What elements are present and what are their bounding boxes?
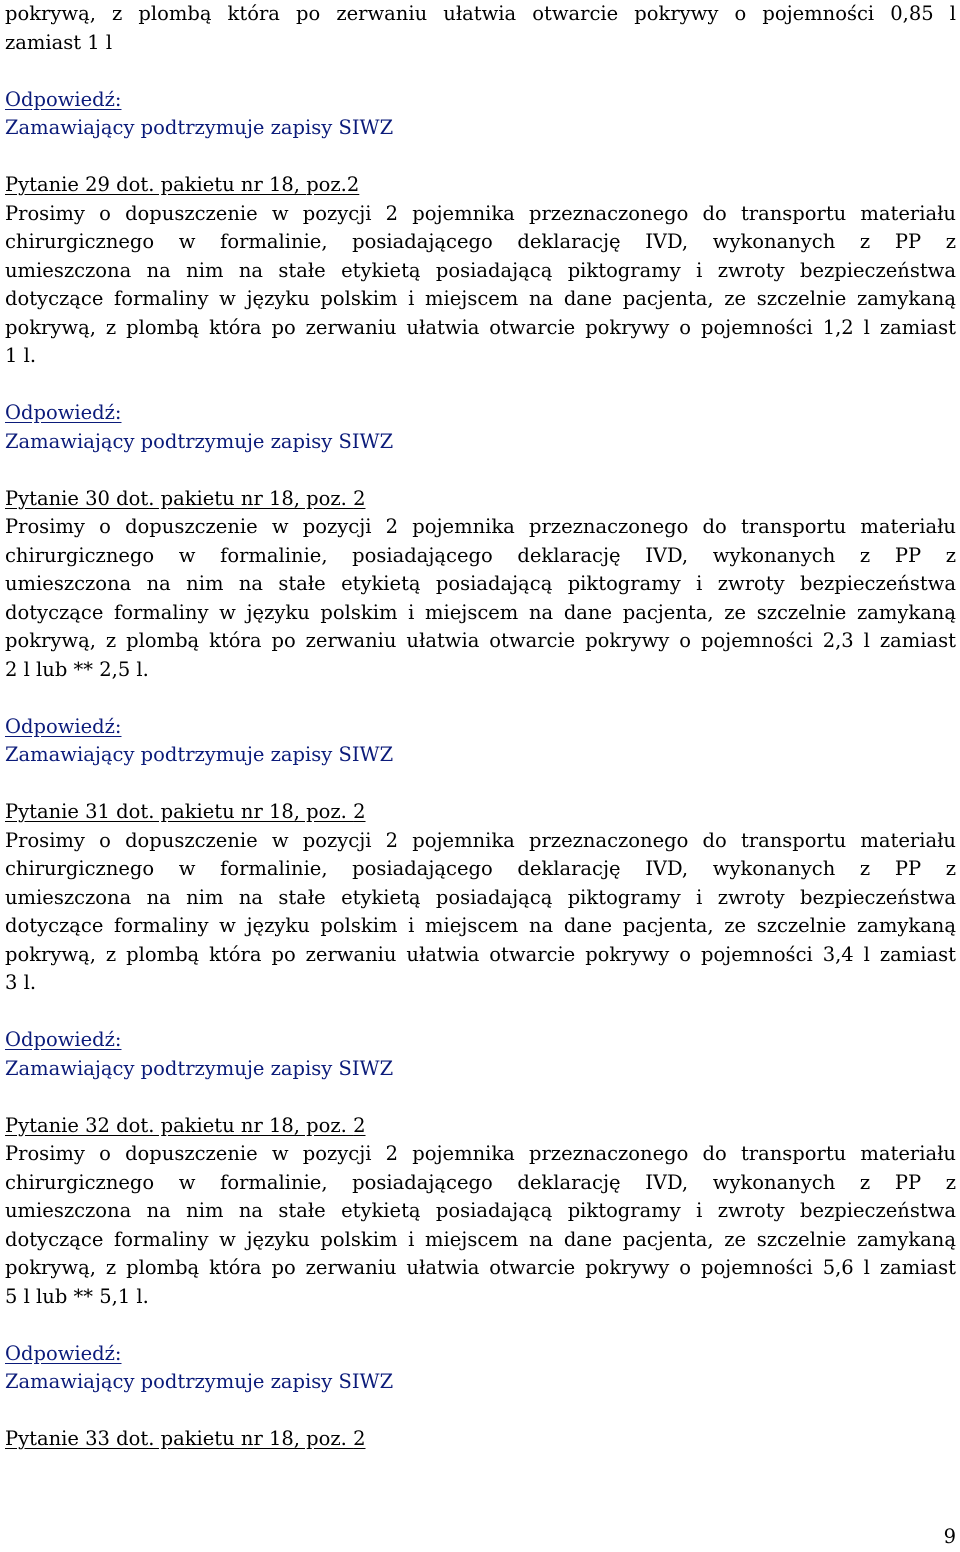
answer-block [5,713,956,770]
question-heading: Pytanie 33 dot. pakietu nr 18, poz. 2 [5,1427,366,1450]
top-fragment [5,0,956,57]
answer-label: Odpowiedź: [5,1028,122,1051]
question-block [5,1112,956,1312]
text-line: dotyczące formaliny w języku polskim i miejscem na dane pacjenta, ze szczelnie zamykaną [5,287,956,310]
text-line: chirurgicznego w formalinie, posiadającego deklarację IVD, wykonanych z PP z [5,857,956,880]
question-block [5,1425,956,1454]
text-line: 1 l. [5,344,37,367]
text-line: zamiast 1 l [5,30,113,54]
answer-text: Zamawiający podtrzymuje zapisy SIWZ [5,429,394,453]
answer-text: Zamawiający podtrzymuje zapisy SIWZ [5,743,394,766]
answer-text: Zamawiający podtrzymuje zapisy SIWZ [5,116,394,139]
answer-text: Zamawiający podtrzymuje zapisy SIWZ [5,1370,394,1393]
answer-label: Odpowiedź: [5,1341,122,1365]
text-line: pokrywą, z plombą która po zerwaniu ułatwia otwarcie pokrywy o pojemności 0,85 l [5,2,956,25]
text-line: Prosimy o dopuszczenie w pozycji 2 pojemnika przeznaczonego do transportu materiału [5,201,956,225]
text-line: 3 l. [5,971,37,994]
text-line: pokrywą, z plombą która po zerwaniu ułatwia otwarcie pokrywy o pojemności 2,3 l zamiast [5,629,956,652]
page-number: 9 [943,1525,956,1548]
answer-block [5,1340,956,1397]
text-line: umieszczona na nim na stałe etykietą posiadającą piktogramy i zwroty bezpieczeństwa [5,885,956,909]
answer-block [5,1026,956,1083]
text-line: umieszczona na nim na stałe etykietą posiadającą piktogramy i zwroty bezpieczeństwa [5,572,956,595]
question-heading: Pytanie 29 dot. pakietu nr 18, poz.2 [5,173,360,196]
answer-label: Odpowiedź: [5,87,122,111]
answer-block [5,399,956,456]
text-line: umieszczona na nim na stałe etykietą posiadającą piktogramy i zwroty bezpieczeństwa [5,1199,956,1222]
text-line: chirurgicznego w formalinie, posiadającego deklarację IVD, wykonanych z PP z [5,1170,956,1194]
question-block [5,171,956,371]
question-block [5,485,956,685]
text-line: Prosimy o dopuszczenie w pozycji 2 pojemnika przeznaczonego do transportu materiału [5,1142,956,1165]
answer-label: Odpowiedź: [5,714,122,738]
answer-text: Zamawiający podtrzymuje zapisy SIWZ [5,1056,394,1080]
text-line: dotyczące formaliny w języku polskim i miejscem na dane pacjenta, ze szczelnie zamykaną [5,914,956,937]
text-line: umieszczona na nim na stałe etykietą posiadającą piktogramy i zwroty bezpieczeństwa [5,258,956,282]
text-line: 2 l lub ** 2,5 l. [5,657,149,681]
text-line: Prosimy o dopuszczenie w pozycji 2 pojemnika przeznaczonego do transportu materiału [5,515,956,538]
question-heading: Pytanie 31 dot. pakietu nr 18, poz. 2 [5,800,366,823]
text-line: chirurgicznego w formalinie, posiadającego deklarację IVD, wykonanych z PP z [5,230,956,253]
question-heading: Pytanie 32 dot. pakietu nr 18, poz. 2 [5,1113,366,1137]
question-heading: Pytanie 30 dot. pakietu nr 18, poz. 2 [5,486,366,510]
text-line: chirurgicznego w formalinie, posiadającego deklarację IVD, wykonanych z PP z [5,543,956,567]
answer-label: Odpowiedź: [5,401,122,424]
text-line: dotyczące formaliny w języku polskim i miejscem na dane pacjenta, ze szczelnie zamykaną [5,600,956,624]
text-line: pokrywą, z plombą która po zerwaniu ułatwia otwarcie pokrywy o pojemności 5,6 l zamiast [5,1256,956,1279]
text-line: Prosimy o dopuszczenie w pozycji 2 pojemnika przeznaczonego do transportu materiału [5,828,956,852]
document-page [5,0,956,1454]
text-line: 5 l lub ** 5,1 l. [5,1284,149,1308]
text-line: pokrywą, z plombą która po zerwaniu ułatwia otwarcie pokrywy o pojemności 3,4 l zamiast [5,942,956,966]
text-line: dotyczące formaliny w języku polskim i miejscem na dane pacjenta, ze szczelnie zamykaną [5,1227,956,1251]
answer-block [5,86,956,143]
text-line: pokrywą, z plombą która po zerwaniu ułatwia otwarcie pokrywy o pojemności 1,2 l zamiast [5,315,956,339]
question-block [5,798,956,998]
